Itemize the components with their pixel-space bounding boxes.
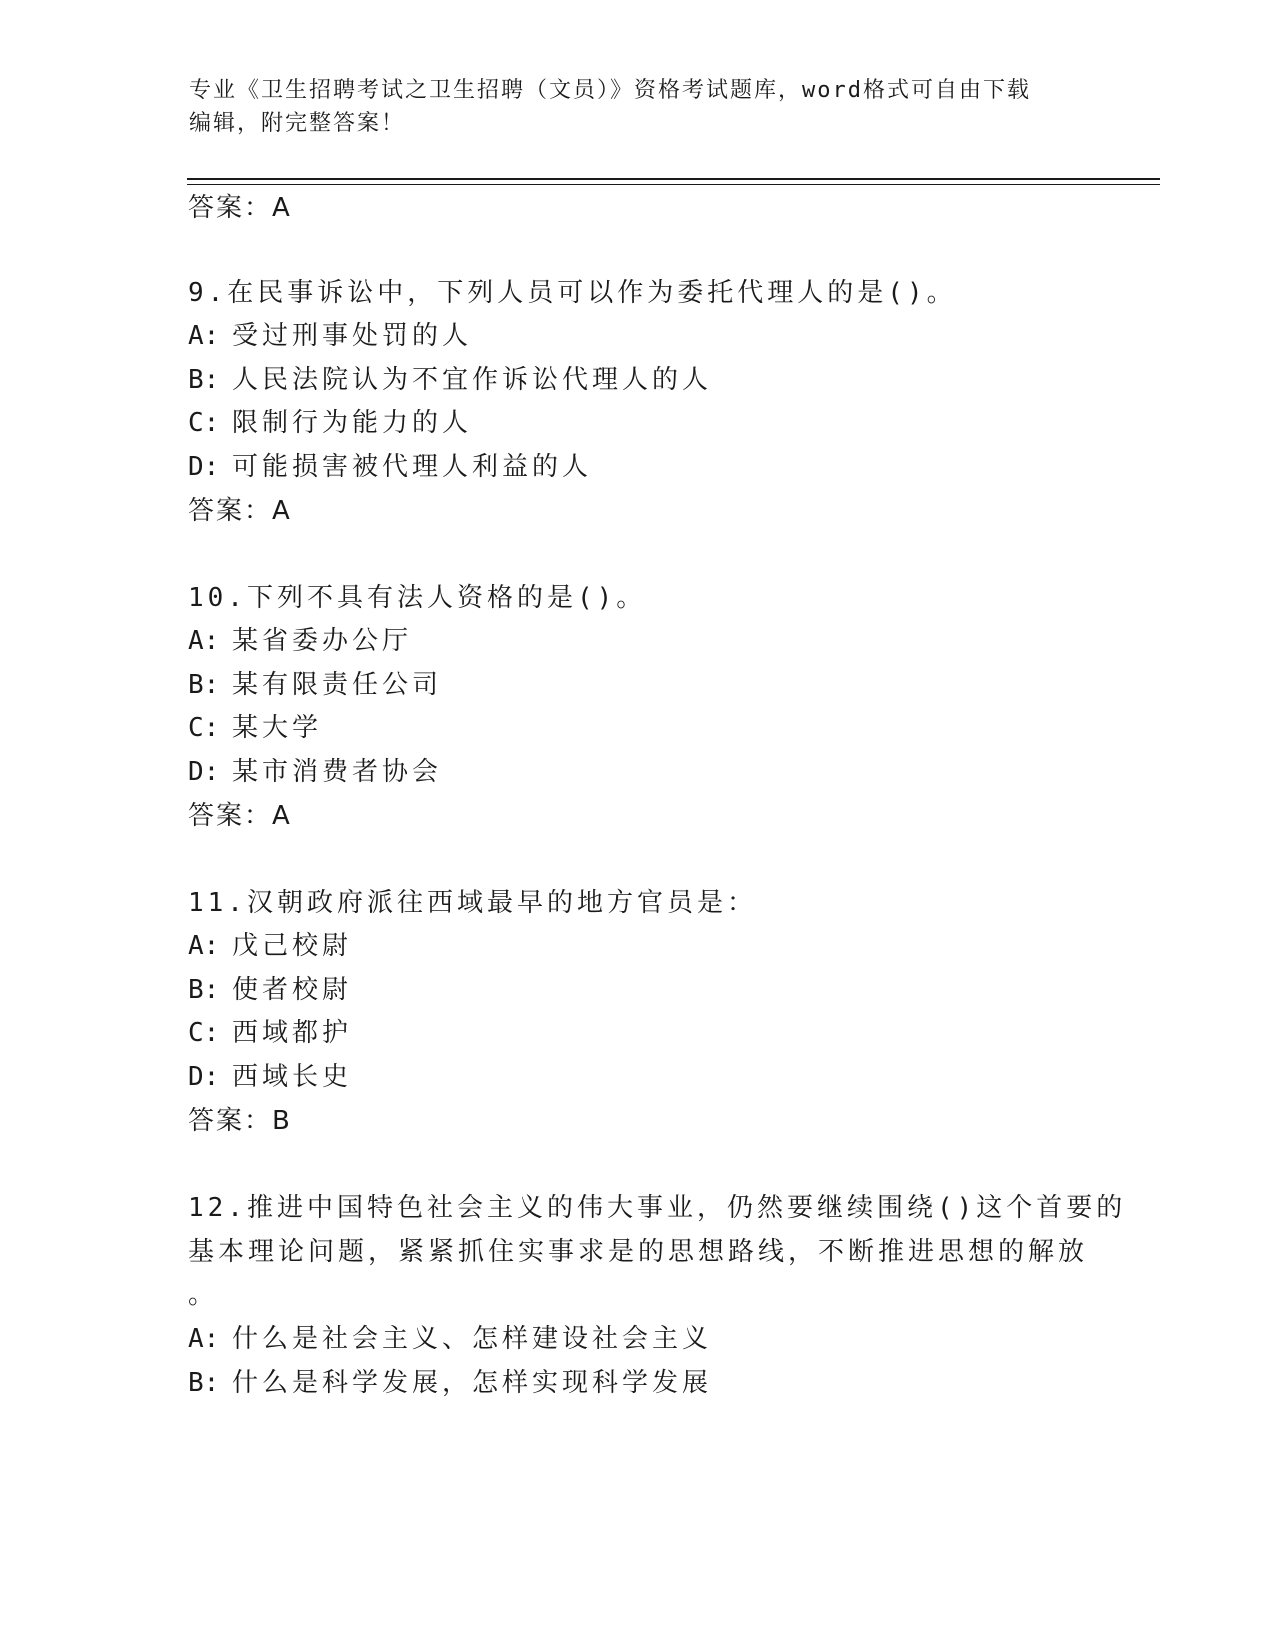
- previous-answer: 答案：A: [188, 193, 292, 223]
- document-header: [189, 74, 1089, 140]
- question-10-option-d: [188, 755, 442, 789]
- question-11-option-c: [188, 1016, 352, 1050]
- option-text: 人民法院认为不宜作诉讼代理人的人: [232, 365, 713, 395]
- option-key: D:: [188, 452, 220, 482]
- option-text: 什么是社会主义、怎样建设社会主义: [232, 1324, 713, 1354]
- option-text: 使者校尉: [232, 975, 353, 1005]
- option-key: A:: [188, 931, 220, 961]
- option-key: A:: [188, 626, 220, 656]
- option-text: 某大学: [232, 713, 323, 743]
- question-9-answer: 答案：A: [188, 496, 292, 526]
- question-10-answer: 答案：A: [188, 801, 292, 831]
- header-divider: [187, 178, 1160, 180]
- question-12-option-b: [188, 1366, 712, 1400]
- option-key: D:: [188, 1062, 220, 1092]
- option-key: B:: [188, 670, 220, 700]
- option-text: 某市消费者协会: [232, 757, 443, 787]
- question-9-option-b: [188, 363, 712, 397]
- option-text: 可能损害被代理人利益的人: [232, 452, 593, 482]
- question-12-stem-line-1: 12.推进中国特色社会主义的伟大事业，仍然要继续围绕()这个首要的: [188, 1193, 1127, 1223]
- option-key: C:: [188, 408, 220, 438]
- question-9-stem: 9.在民事诉讼中，下列人员可以作为委托代理人的是()。: [188, 278, 957, 308]
- question-11-answer: 答案：B: [188, 1106, 292, 1136]
- question-11-option-b: [188, 973, 352, 1007]
- header-line-2: 编辑，附完整答案！: [189, 111, 406, 136]
- question-12-option-a: [188, 1322, 712, 1356]
- option-text: 什么是科学发展，怎样实现科学发展: [232, 1368, 713, 1398]
- question-10-option-a: [188, 624, 412, 658]
- option-key: B:: [188, 975, 220, 1005]
- option-key: C:: [188, 1018, 220, 1048]
- question-9-option-d: [188, 450, 592, 484]
- question-10-option-c: [188, 711, 322, 745]
- option-text: 限制行为能力的人: [232, 408, 473, 438]
- option-key: A:: [188, 321, 220, 351]
- option-text: 某有限责任公司: [232, 670, 443, 700]
- question-9-option-c: [188, 406, 472, 440]
- option-text: 某省委办公厅: [232, 626, 413, 656]
- question-10-option-b: [188, 668, 442, 702]
- question-10-stem: 10.下列不具有法人资格的是()。: [188, 583, 647, 613]
- option-key: D:: [188, 757, 220, 787]
- option-text: 受过刑事处罚的人: [232, 321, 473, 351]
- question-12-stem-line-3: 。: [188, 1280, 219, 1310]
- option-key: B:: [188, 365, 220, 395]
- header-divider-thin: [187, 184, 1160, 185]
- option-text: 西域都护: [232, 1018, 353, 1048]
- option-key: B:: [188, 1368, 220, 1398]
- option-text: 戊己校尉: [232, 931, 353, 961]
- question-11-option-d: [188, 1060, 352, 1094]
- question-11-option-a: [188, 929, 352, 963]
- question-9-option-a: [188, 319, 472, 353]
- option-text: 西域长史: [232, 1062, 353, 1092]
- question-12-stem-line-2: 基本理论问题，紧紧抓住实事求是的思想路线，不断推进思想的解放: [188, 1237, 1089, 1267]
- option-key: A:: [188, 1324, 220, 1354]
- question-11-stem: 11.汉朝政府派往西域最早的地方官员是：: [188, 888, 757, 918]
- option-key: C:: [188, 713, 220, 743]
- header-line-1: 专业《卫生招聘考试之卫生招聘（文员）》资格考试题库，word格式可自由下载: [189, 78, 1031, 103]
